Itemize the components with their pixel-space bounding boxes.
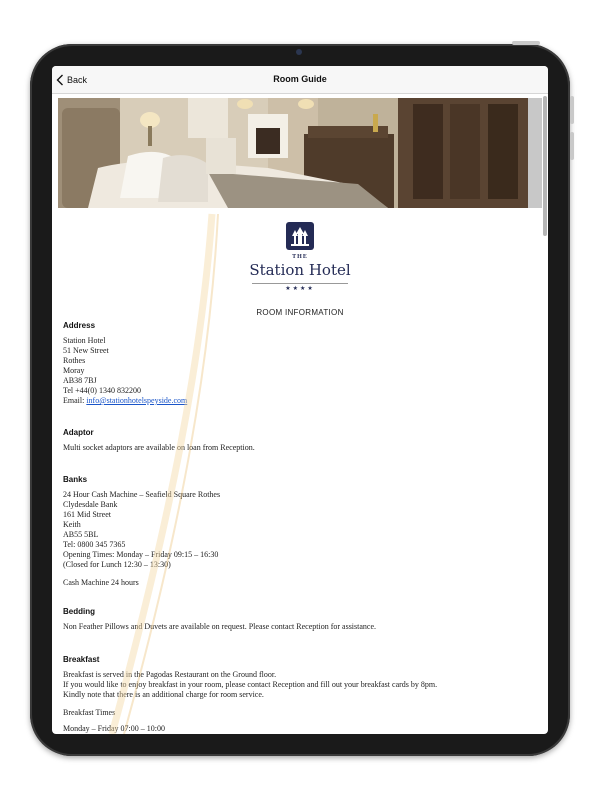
logo-the: THE — [292, 254, 308, 260]
banks-title: Banks — [63, 475, 88, 484]
volume-button — [512, 41, 540, 45]
banks-line: AB55 5BL — [63, 530, 99, 539]
banks-line: Opening Times: Monday – Friday 09:15 – 16:30 — [63, 550, 219, 559]
cash-machine-text: Cash Machine 24 hours — [63, 578, 139, 587]
banks-section — [63, 475, 533, 588]
hotel-logo-icon — [286, 222, 314, 250]
front-camera — [296, 49, 302, 55]
breakfast-title: Breakfast — [63, 655, 100, 664]
adaptor-text: Multi socket adaptors are available on loan from Reception. — [63, 443, 255, 452]
address-line: Station Hotel — [63, 336, 106, 345]
banks-line: 24 Hour Cash Machine – Seafield Square Rothes — [63, 490, 221, 499]
breakfast-line: Breakfast is served in the Pagodas Restaurant on the Ground floor. — [63, 670, 277, 679]
banks-line: Tel: 0800 345 7365 — [63, 540, 126, 549]
address-title: Address — [63, 321, 96, 330]
logo-stars: ★★★★ — [285, 286, 315, 292]
app-screen — [52, 66, 548, 734]
email-link[interactable]: info@stationhotelspeyside.com — [86, 396, 188, 405]
address-line: Tel +44(0) 1340 832200 — [63, 386, 141, 395]
power-button — [570, 96, 574, 124]
address-line: 51 New Street — [63, 346, 109, 355]
banks-line: Keith — [63, 520, 81, 529]
breakfast-times-label: Breakfast Times — [63, 708, 116, 717]
breakfast-line: Kindly note that there is an additional charge for room service. — [63, 690, 264, 699]
hotel-logo — [52, 222, 542, 292]
banks-line: Clydesdale Bank — [63, 500, 118, 509]
address-section — [63, 321, 533, 406]
adaptor-section — [63, 428, 533, 453]
navigation-bar — [52, 66, 548, 94]
banks-line: 161 Mid Street — [63, 510, 111, 519]
logo-divider — [252, 283, 348, 284]
address-line: Rothes — [63, 356, 86, 365]
email-label: Email: — [63, 396, 85, 405]
address-line: Moray — [63, 366, 85, 375]
room-guide-content[interactable] — [52, 94, 542, 734]
section-heading: ROOM INFORMATION — [256, 308, 344, 317]
breakfast-line: If you would like to enjoy breakfast in your room, please contact Reception and fill out your breakfast cards by 8pm. — [63, 680, 438, 689]
bedding-text: Non Feather Pillows and Duvets are available on request. Please contact Reception for assistance. — [63, 622, 377, 631]
bedding-title: Bedding — [63, 607, 95, 616]
breakfast-times-line: Monday – Friday 07:00 – 10:00 — [63, 724, 165, 733]
scrollbar[interactable] — [543, 96, 547, 236]
adaptor-title: Adaptor — [63, 428, 94, 437]
power-button-lower — [570, 132, 574, 160]
banks-line: (Closed for Lunch 12:30 – 13:30) — [63, 560, 171, 569]
hero-photo — [58, 98, 542, 208]
address-line: AB38 7BJ — [63, 376, 97, 385]
bedding-section — [63, 607, 533, 632]
page-title: Room Guide — [273, 74, 327, 84]
logo-name: Station Hotel — [249, 261, 351, 279]
back-label: Back — [67, 74, 88, 85]
breakfast-section — [63, 655, 533, 734]
email-line — [63, 396, 533, 406]
